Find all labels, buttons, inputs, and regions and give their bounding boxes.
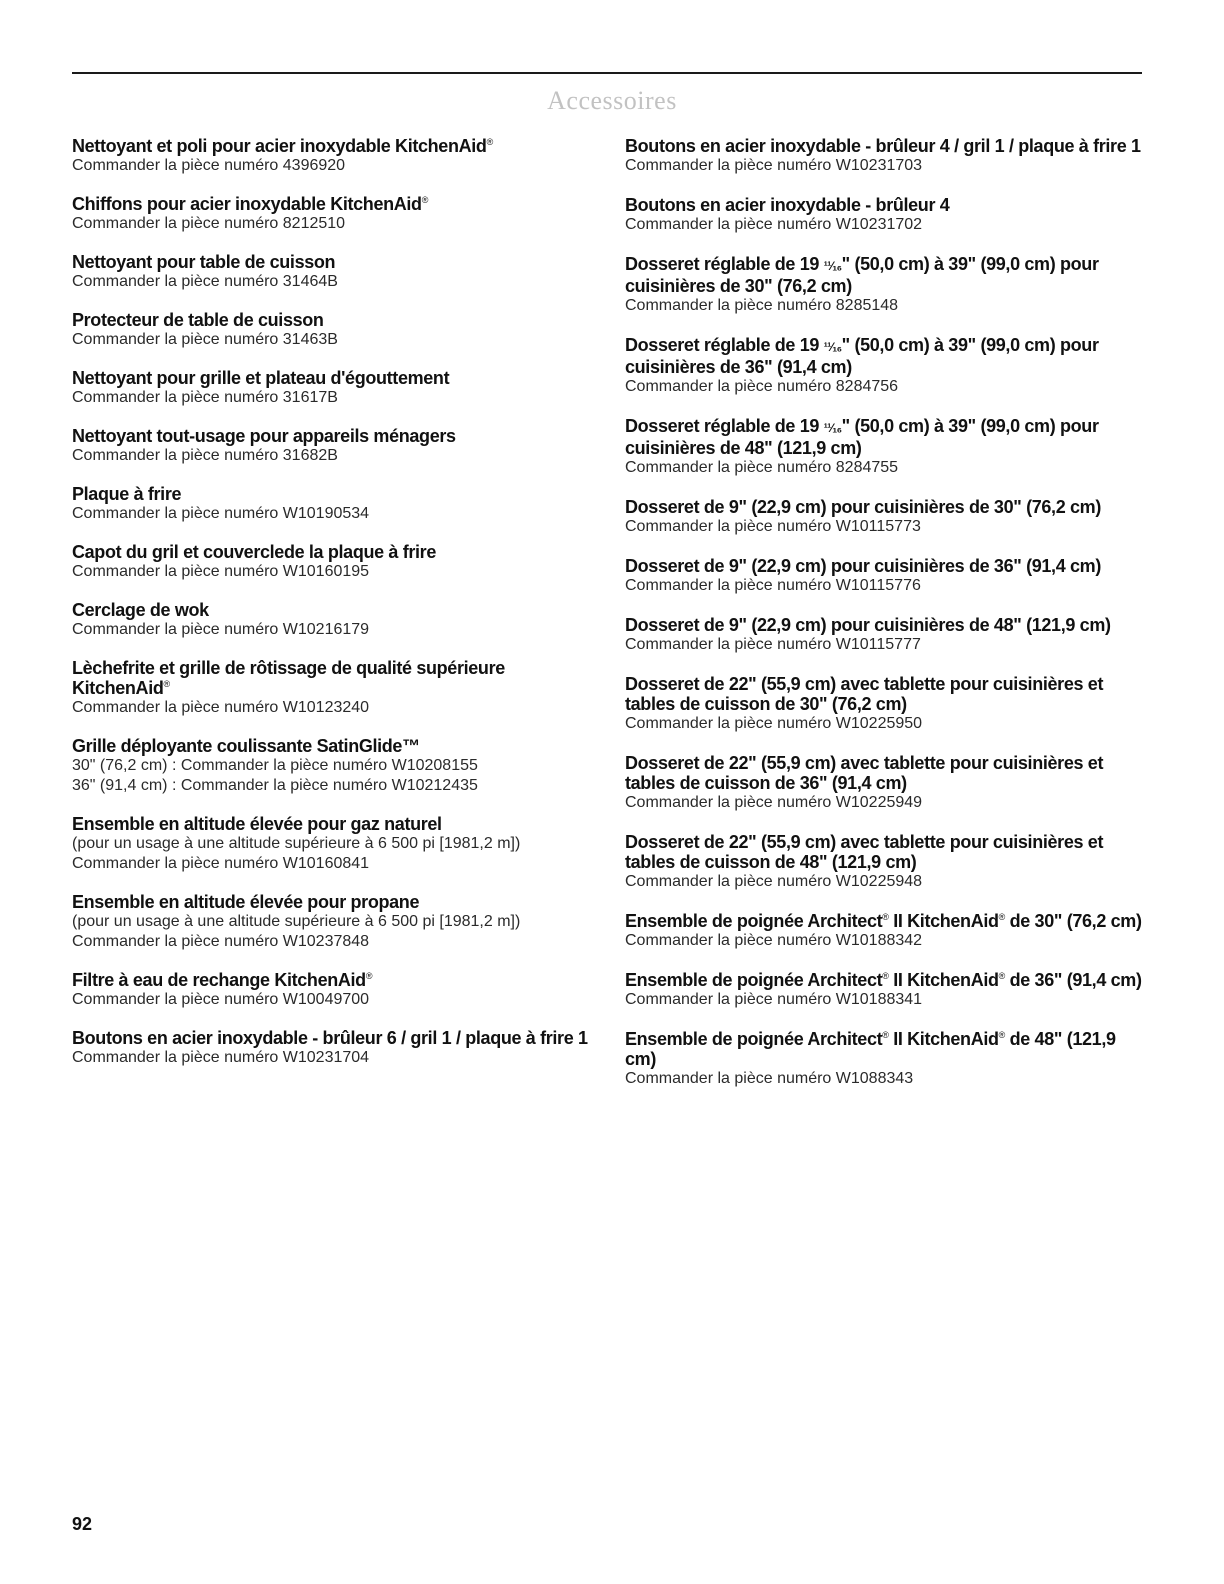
- order-part-number: Commander la pièce numéro W10231702: [625, 216, 923, 233]
- accessory-title: [72, 970, 592, 990]
- accessory-item: [625, 674, 1150, 734]
- registered-mark: ®: [882, 912, 889, 922]
- registered-mark: ®: [998, 912, 1005, 922]
- accessory-title: [625, 832, 1150, 872]
- accessory-item: [72, 542, 592, 582]
- accessory-title-text: Ensemble en altitude élevée pour gaz naturel: [72, 814, 442, 834]
- order-part-number: Commander la pièce numéro 31682B: [72, 447, 338, 464]
- accessory-title-text: Dosseret réglable de 19: [625, 416, 824, 436]
- accessory-title-text: de 30" (76,2 cm): [1004, 911, 1142, 931]
- order-part-number: Commander la pièce numéro 4396920: [72, 157, 346, 174]
- accessory-title-text: Dosseret de 22" (55,9 cm) avec tablette pour cuisinières et tables de cuisson de 30" (76,2 cm): [625, 674, 1104, 714]
- order-part-number: Commander la pièce numéro W10225949: [625, 794, 923, 811]
- registered-mark: ®: [998, 1030, 1005, 1040]
- order-part-number: Commander la pièce numéro W10160841: [72, 855, 370, 872]
- accessory-item: [72, 194, 592, 234]
- accessory-item: [72, 970, 592, 1010]
- order-part-number: 36" (91,4 cm) : Commander la pièce numéro W10212435: [72, 777, 478, 794]
- accessory-item: [72, 368, 592, 408]
- accessory-title: [72, 814, 592, 834]
- accessory-item: [625, 136, 1150, 176]
- accessory-item: [625, 832, 1150, 892]
- order-part-number: Commander la pièce numéro 31464B: [72, 273, 338, 290]
- accessory-title-text: Boutons en acier inoxydable - brûleur 6 / gril 1 / plaque à frire 1: [72, 1028, 588, 1048]
- accessory-title-text: Filtre à eau de rechange KitchenAid: [72, 970, 366, 990]
- accessory-title: [625, 615, 1150, 635]
- accessory-title-text: Ensemble en altitude élevée pour propane: [72, 892, 420, 912]
- order-part-number: Commander la pièce numéro W10190534: [72, 505, 370, 522]
- accessory-item: [72, 310, 592, 350]
- registered-mark: ®: [163, 679, 170, 689]
- accessory-title-text: Ensemble de poignée Architect: [625, 911, 883, 931]
- accessory-title-text: II KitchenAid: [888, 1029, 999, 1049]
- order-part-number: Commander la pièce numéro W10115777: [625, 636, 921, 653]
- accessory-title-text: Protecteur de table de cuisson: [72, 310, 324, 330]
- order-part-number: Commander la pièce numéro W10188341: [625, 991, 923, 1008]
- accessories-right-column: [625, 136, 1150, 1108]
- accessory-title: [72, 484, 592, 504]
- order-part-number: Commander la pièce numéro 8285148: [625, 297, 899, 314]
- accessory-title: [72, 1028, 592, 1048]
- accessory-title-text: de 36" (91,4 cm): [1004, 970, 1142, 990]
- registered-mark: ®: [486, 137, 493, 147]
- accessory-title-text: II KitchenAid: [888, 970, 999, 990]
- order-part-number: Commander la pièce numéro W10231704: [72, 1049, 370, 1066]
- accessory-title-text: Nettoyant pour table de cuisson: [72, 252, 336, 272]
- accessory-title: [72, 136, 592, 156]
- accessory-item: [625, 970, 1150, 1010]
- accessory-title-text: Chiffons pour acier inoxydable KitchenAid: [72, 194, 422, 214]
- accessory-title-text: Dosseret de 22" (55,9 cm) avec tablette pour cuisinières et tables de cuisson de 48" (121,9 cm): [625, 832, 1104, 872]
- accessory-item: [72, 658, 592, 718]
- accessory-title-text: Ensemble de poignée Architect: [625, 970, 883, 990]
- accessory-title: [72, 368, 592, 388]
- accessory-item: [625, 911, 1150, 951]
- accessory-item: [72, 136, 592, 176]
- registered-mark: ®: [998, 971, 1005, 981]
- accessory-item: [625, 1029, 1150, 1089]
- registered-mark: ®: [421, 195, 428, 205]
- order-part-number: Commander la pièce numéro W1088343: [625, 1070, 914, 1087]
- accessory-item: [625, 497, 1150, 537]
- accessory-title: [625, 136, 1150, 156]
- accessory-title: [72, 892, 592, 912]
- accessory-title-text: Cerclage de wok: [72, 600, 209, 620]
- order-part-number: Commander la pièce numéro 8284756: [625, 378, 899, 395]
- accessory-title-text: de 48" (121,9 cm): [625, 1029, 1116, 1069]
- accessory-title: [72, 542, 592, 562]
- accessory-title: [625, 556, 1150, 576]
- accessory-title-text: " (50,0 cm) à 39" (99,0 cm) pour cuisinières de 48" (121,9 cm): [625, 416, 1099, 458]
- registered-mark: ®: [882, 1030, 889, 1040]
- accessory-title-text: Boutons en acier inoxydable - brûleur 4 / gril 1 / plaque à frire 1: [625, 136, 1141, 156]
- accessory-title: [625, 335, 1150, 377]
- accessory-title-text: Nettoyant et poli pour acier inoxydable KitchenAid: [72, 136, 487, 156]
- accessory-title: [72, 426, 592, 446]
- accessory-title: [625, 674, 1150, 714]
- accessory-title-text: Capot du gril et couverclede la plaque à frire: [72, 542, 437, 562]
- accessory-title-text: Ensemble de poignée Architect: [625, 1029, 883, 1049]
- order-part-number: Commander la pièce numéro W10160195: [72, 563, 370, 580]
- registered-mark: ®: [365, 971, 373, 981]
- accessory-title-text: Dosseret réglable de 19: [625, 254, 824, 274]
- accessory-item: [625, 753, 1150, 813]
- accessory-title-text: ¹¹⁄₁₆: [823, 259, 842, 273]
- accessory-title-text: Lèchefrite et grille de rôtissage de qualité supérieure KitchenAid: [72, 658, 505, 698]
- accessory-item: [72, 814, 592, 874]
- accessory-title-text: " (50,0 cm) à 39" (99,0 cm) pour cuisinières de 36" (91,4 cm): [625, 335, 1099, 377]
- order-part-number: Commander la pièce numéro W10115776: [625, 577, 921, 594]
- order-part-number: Commander la pièce numéro 8284755: [625, 459, 899, 476]
- accessory-item: [72, 736, 592, 796]
- accessory-item: [72, 252, 592, 292]
- page-number: 92: [72, 1514, 93, 1534]
- accessory-title: [625, 1029, 1150, 1069]
- accessory-item: [625, 254, 1150, 316]
- accessory-title-text: ¹¹⁄₁₆: [823, 421, 842, 435]
- accessory-title: [72, 736, 592, 756]
- accessory-title: [625, 416, 1150, 458]
- accessory-title-text: Dosseret de 22" (55,9 cm) avec tablette pour cuisinières et tables de cuisson de 36" (91,4 cm): [625, 753, 1104, 793]
- order-part-number: Commander la pièce numéro W10225950: [625, 715, 923, 732]
- order-part-number: Commander la pièce numéro W10216179: [72, 621, 370, 638]
- accessory-title-text: Plaque à frire: [72, 484, 182, 504]
- accessory-title-text: Dosseret de 9" (22,9 cm) pour cuisinières de 48" (121,9 cm): [625, 615, 1111, 635]
- accessory-title: [72, 194, 592, 214]
- accessory-item: [625, 615, 1150, 655]
- accessory-title: [625, 970, 1150, 990]
- accessory-title-text: Boutons en acier inoxydable - brûleur 4: [625, 195, 950, 215]
- order-part-number: Commander la pièce numéro W10231703: [625, 157, 923, 174]
- order-part-number: (pour un usage à une altitude supérieure à 6 500 pi [1981,2 m]): [72, 913, 521, 930]
- accessory-title: [72, 310, 592, 330]
- accessory-title-text: Dosseret de 9" (22,9 cm) pour cuisinières de 36" (91,4 cm): [625, 556, 1101, 576]
- page-title: Accessoires: [547, 86, 677, 115]
- accessory-title-text: II KitchenAid: [888, 911, 999, 931]
- order-part-number: Commander la pièce numéro 31463B: [72, 331, 338, 348]
- accessory-item: [72, 600, 592, 640]
- order-part-number: Commander la pièce numéro W10188342: [625, 932, 923, 949]
- accessory-item: [625, 416, 1150, 478]
- header-rule: [72, 72, 1142, 74]
- accessory-item: [72, 484, 592, 524]
- accessory-item: [625, 335, 1150, 397]
- order-part-number: Commander la pièce numéro W10123240: [72, 699, 370, 716]
- accessory-item: [72, 892, 592, 952]
- accessory-item: [72, 426, 592, 466]
- order-part-number: Commander la pièce numéro W10225948: [625, 873, 923, 890]
- order-part-number: Commander la pièce numéro 31617B: [72, 389, 338, 406]
- accessory-title-text: Dosseret réglable de 19: [625, 335, 824, 355]
- accessory-title: [72, 600, 592, 620]
- order-part-number: Commander la pièce numéro W10049700: [72, 991, 370, 1008]
- order-part-number: 30" (76,2 cm) : Commander la pièce numéro W10208155: [72, 757, 478, 774]
- accessory-item: [72, 1028, 592, 1068]
- accessory-title: [625, 497, 1150, 517]
- accessory-title-text: ¹¹⁄₁₆: [823, 340, 842, 354]
- order-part-number: Commander la pièce numéro 8212510: [72, 215, 346, 232]
- accessory-item: [625, 195, 1150, 235]
- accessory-title: [72, 658, 592, 698]
- accessory-title: [72, 252, 592, 272]
- order-part-number: (pour un usage à une altitude supérieure à 6 500 pi [1981,2 m]): [72, 835, 521, 852]
- accessory-title: [625, 753, 1150, 793]
- accessory-title-text: Dosseret de 9" (22,9 cm) pour cuisinières de 30" (76,2 cm): [625, 497, 1101, 517]
- accessory-title-text: Nettoyant pour grille et plateau d'égouttement: [72, 368, 450, 388]
- order-part-number: Commander la pièce numéro W10237848: [72, 933, 370, 950]
- accessory-title: [625, 254, 1150, 296]
- accessory-title-text: Grille déployante coulissante SatinGlide™: [72, 736, 420, 756]
- accessory-title: [625, 911, 1150, 931]
- accessories-left-column: [72, 136, 592, 1086]
- accessory-item: [625, 556, 1150, 596]
- registered-mark: ®: [882, 971, 889, 981]
- accessory-title: [625, 195, 1150, 215]
- order-part-number: Commander la pièce numéro W10115773: [625, 518, 921, 535]
- accessory-title-text: " (50,0 cm) à 39" (99,0 cm) pour cuisinières de 30" (76,2 cm): [625, 254, 1099, 296]
- accessory-title-text: Nettoyant tout-usage pour appareils ménagers: [72, 426, 456, 446]
